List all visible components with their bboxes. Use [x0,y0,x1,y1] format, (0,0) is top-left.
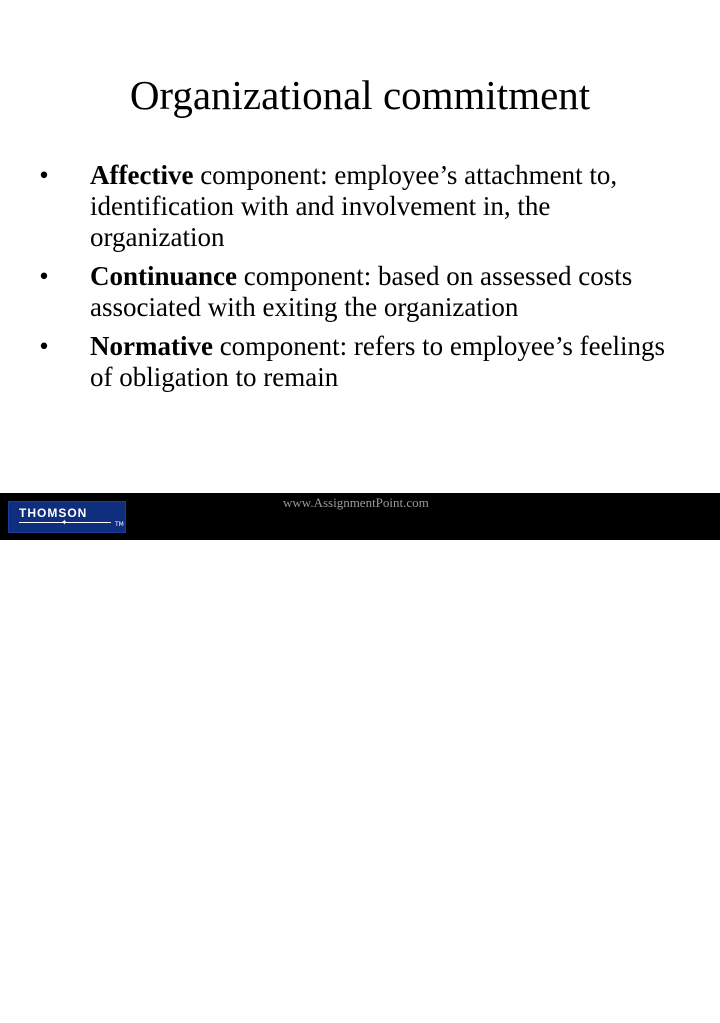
thomson-logo [8,501,126,533]
bullet-continuance [30,261,690,323]
bullet-term: Affective [90,160,194,190]
logo-text: THOMSON [19,506,88,520]
bullet-text: component: based on assessed costs associated with exiting the organization [90,261,633,322]
bullet-dot-icon: • [39,160,49,190]
bullet-term: Normative [90,331,213,361]
bullet-list [30,160,690,401]
bullet-normative [30,331,690,393]
bullet-affective [30,160,690,253]
star-icon: ✦ [61,518,68,527]
trademark-mark: TM [115,521,124,528]
watermark: www.AssignmentPoint.com [283,495,429,510]
bullet-dot-icon: • [39,331,49,361]
slide-title: Organizational commitment [129,72,591,118]
footer-credit-line1: Use with International Human Resource Management ISBN 1-84480013-X [188,1000,486,1010]
bullet-text: component: refers to employee’s feelings of obligation to remain [90,331,666,392]
footer-credit-line2: Published by Thomson Learning © Peter Dowling and Denice Welch [196,1013,468,1023]
bullet-term: Continuance [90,261,238,291]
bullet-dot-icon: • [39,261,49,291]
bullet-text: component: employee’s attachment to, identification with and involvement in, the organization [90,160,618,252]
page-number: 4/17 [650,999,672,1011]
